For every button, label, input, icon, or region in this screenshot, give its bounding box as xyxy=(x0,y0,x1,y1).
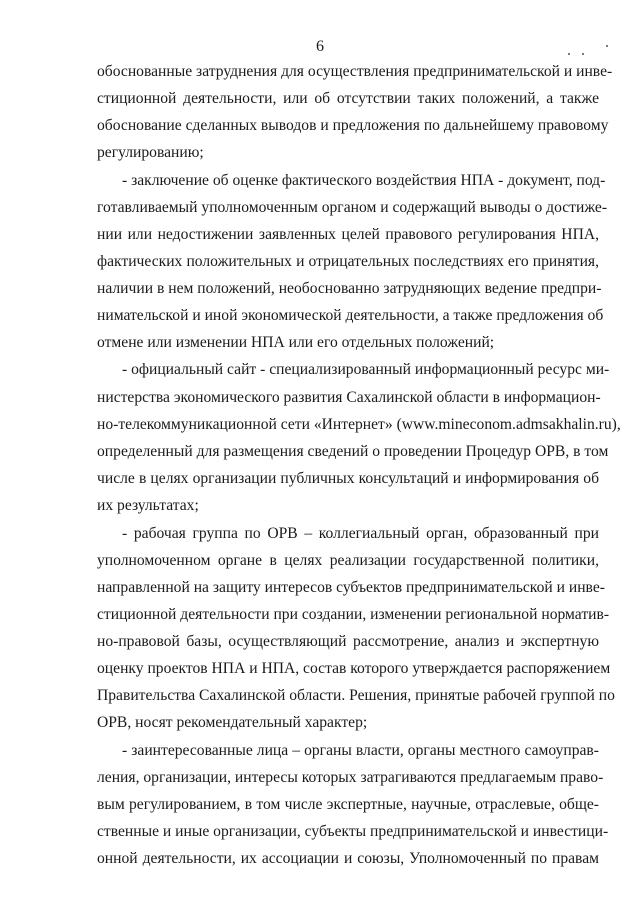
text-line: онной деятельности, их ассоциации и союзы, Уполномоченный по правам xyxy=(97,850,599,867)
scan-speck xyxy=(568,53,570,55)
text-line: - заключение об оценке фактического воздействия НПА - документ, под- xyxy=(122,172,606,189)
text-line: числе в целях организации публичных консультаций и информирования об xyxy=(97,470,599,487)
text-line: нии или недостижении заявленных целей правового регулирования НПА, xyxy=(97,226,599,243)
text-line: их результатах; xyxy=(97,497,199,514)
scan-speck xyxy=(606,45,608,47)
scan-speck xyxy=(582,53,584,55)
text-line: наличии в нем положений, необоснованно затрудняющих ведение предпри- xyxy=(97,280,602,297)
text-line: - заинтересованные лица – органы власти, органы местного самоуправ- xyxy=(122,742,599,759)
text-line: определенный для размещения сведений о проведении Процедур ОРВ, в том xyxy=(97,443,609,460)
text-line: но-правовой базы, осуществляющий рассмотрение, анализ и экспертную xyxy=(97,633,599,650)
text-line: фактических положительных и отрицательных последствиях его принятия, xyxy=(97,253,599,270)
text-line: оценку проектов НПА и НПА, состав которого утверждается распоряжением xyxy=(97,660,611,677)
page-number: 6 xyxy=(316,38,324,55)
text-line: направленной на защиту интересов субъектов предпринимательской и инве- xyxy=(97,579,605,596)
text-line: нистерства экономического развития Сахалинской области в информацион- xyxy=(97,389,601,406)
text-line: стиционной деятельности, или об отсутствии таких положений, а также xyxy=(97,90,599,107)
text-line: обоснование сделанных выводов и предложения по дальнейшему правовому xyxy=(97,117,609,134)
text-line: отмене или изменении НПА или его отдельных положений; xyxy=(97,334,495,351)
text-line: но-телекоммуникационной сети «Интернет» (www.mineconom.admsakhalin.ru), xyxy=(97,416,621,433)
text-line: - официальный сайт - специализированный информационный ресурс ми- xyxy=(122,361,610,378)
text-line: ственные и иные организации, субъекты предпринимательской и инвестици- xyxy=(97,823,609,840)
text-line: Правительства Сахалинской области. Решения, принятые рабочей группой по xyxy=(97,687,615,704)
text-line: нимательской и иной экономической деятельности, а также предложения об xyxy=(97,307,604,324)
text-line: стиционной деятельности при создании, изменении региональной норматив- xyxy=(97,606,610,623)
text-line: вым регулированием, в том числе экспертные, научные, отраслевые, обще- xyxy=(97,796,599,813)
text-line: ления, организации, интересы которых затрагиваются предлагаемым право- xyxy=(97,769,604,786)
text-line: ОРВ, носят рекомендательный характер; xyxy=(97,714,368,731)
text-line: обоснованные затруднения для осуществления предпринимательской и инве- xyxy=(97,63,613,80)
text-line: уполномоченном органе в целях реализации государственной политики, xyxy=(97,552,599,569)
text-line: - рабочая группа по ОРВ – коллегиальный орган, образованный при xyxy=(122,525,599,542)
text-line: регулированию; xyxy=(97,144,204,161)
text-line: готавливаемый уполномоченным органом и содержащий выводы о достиже- xyxy=(97,199,608,216)
